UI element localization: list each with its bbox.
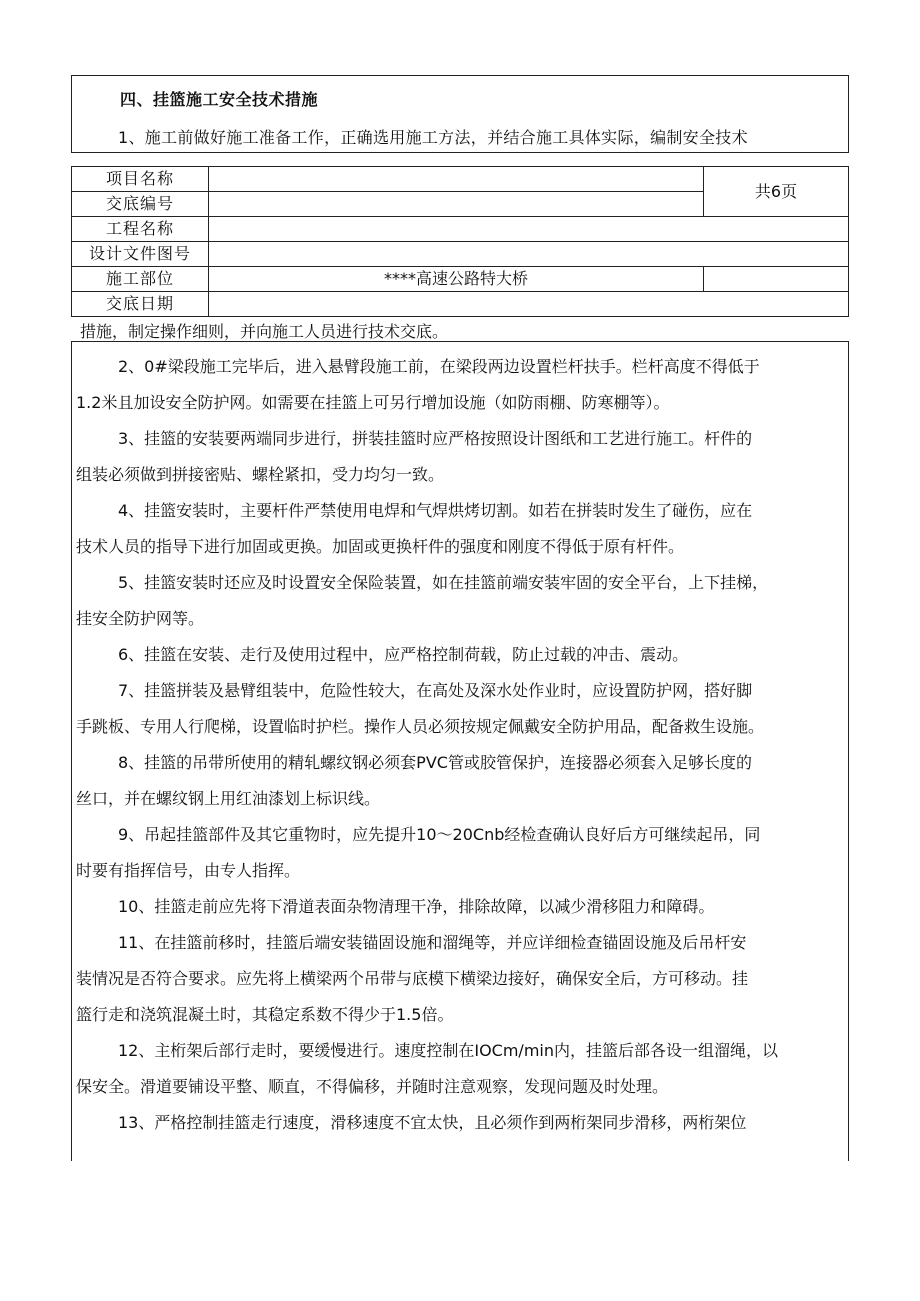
table-row <box>72 167 849 192</box>
paragraph-6: 6、挂篮在安装、走行及使用过程中，应严格控制荷载，防止过载的冲击、震动。 <box>118 645 689 664</box>
project-name-value <box>209 167 704 192</box>
paragraph-2: 2、0#梁段施工完毕后，进入悬臂段施工前，在梁段两边设置栏杆扶手。栏杆高度不得低于 1.2米且加设安全防护网。如需要在挂篮上可另行增加设施（如防雨棚、防寒棚等）。 <box>76 357 760 412</box>
info-table <box>71 166 849 317</box>
paragraph-8: 8、挂篮的吊带所使用的精轧螺纹钢必须套PVC管或胶管保护，连接器必须套入足够长度的 丝口，并在螺纹钢上用红油漆划上标识线。 <box>76 753 752 808</box>
paragraph-11: 11、在挂篮前移时，挂篮后端安装锚固设施和溜绳等，并应详细检查锚固设施及后吊杆安 装情况是否符合要求。应先将上横梁两个吊带与底模下横梁边接好，确保安全后，方可移动。挂 篮行走和浇筑混凝土时，其稳定系数不得少于1.5倍。 <box>76 933 749 1024</box>
table-row <box>72 267 849 292</box>
paragraph-4: 4、挂篮安装时，主要杆件严禁使用电焊和气焊烘烤切割。如若在拼装时发生了碰伤，应在 技术人员的指导下进行加固或更换。加固或更换杆件的强度和刚度不得低于原有杆件。 <box>76 501 753 556</box>
design-drawing-value <box>209 242 849 267</box>
section-heading: 四、挂篮施工安全技术措施 <box>120 90 319 109</box>
construction-part-extra <box>704 267 849 292</box>
table-row <box>72 217 849 242</box>
paragraph-12: 12、主桁架后部行走时，要缓慢进行。速度控制在IOCm∕min内，挂篮后部各设一组溜绳，以 保安全。滑道要铺设平整、顺直，不得偏移，并随时注意观察，发现问题及时处理。 <box>76 1041 778 1096</box>
design-drawing-label: 设计文件图号 <box>72 242 209 267</box>
continuation-text: 措施，制定操作细则，并向施工人员进行技术交底。 <box>80 322 449 341</box>
intro-paragraph: 1、施工前做好施工准备工作，正确选用施工方法，并结合施工具体实际，编制安全技术 <box>118 128 748 147</box>
paragraph-7: 7、挂篮拼装及悬臂组装中，危险性较大，在高处及深水处作业时，应设置防护网，搭好脚 手跳板、专用人行爬梯，设置临时护栏。操作人员必须按规定佩戴安全防护用品，配备救生设施。 <box>76 681 765 736</box>
construction-part-label: 施工部位 <box>72 267 209 292</box>
disclosure-date-label: 交底日期 <box>72 292 209 317</box>
paragraph-5: 5、挂篮安装时还应及时设置安全保险装置，如在挂篮前端安装牢固的安全平台，上下挂梯， 挂安全防护网等。 <box>76 573 769 628</box>
disclosure-date-value <box>209 292 849 317</box>
engineering-name-label: 工程名称 <box>72 217 209 242</box>
engineering-name-value <box>209 217 849 242</box>
table-row <box>72 292 849 317</box>
disclosure-number-label: 交底编号 <box>72 192 209 217</box>
table-row <box>72 242 849 267</box>
measures-list <box>76 349 848 1141</box>
disclosure-number-value <box>209 192 704 217</box>
project-name-label: 项目名称 <box>72 167 209 192</box>
page-count: 共6页 <box>704 167 849 217</box>
paragraph-9: 9、吊起挂篮部件及其它重物时，应先提升10～20Cnb经检查确认良好后方可继续起吊，同 时要有指挥信号，由专人指挥。 <box>76 825 761 880</box>
paragraph-13: 13、严格控制挂篮走行速度，滑移速度不宜太快，且必须作到两桁架同步滑移，两桁架位 <box>118 1113 747 1132</box>
construction-part-value: ****高速公路特大桥 <box>209 267 704 292</box>
paragraph-3: 3、挂篮的安装要两端同步进行，拼装挂篮时应严格按照设计图纸和工艺进行施工。杆件的 组装必须做到拼接密贴、螺栓紧扣，受力均匀一致。 <box>76 429 753 484</box>
paragraph-10: 10、挂篮走前应先将下滑道表面杂物清理干净，排除故障，以减少滑移阻力和障碍。 <box>118 897 715 916</box>
